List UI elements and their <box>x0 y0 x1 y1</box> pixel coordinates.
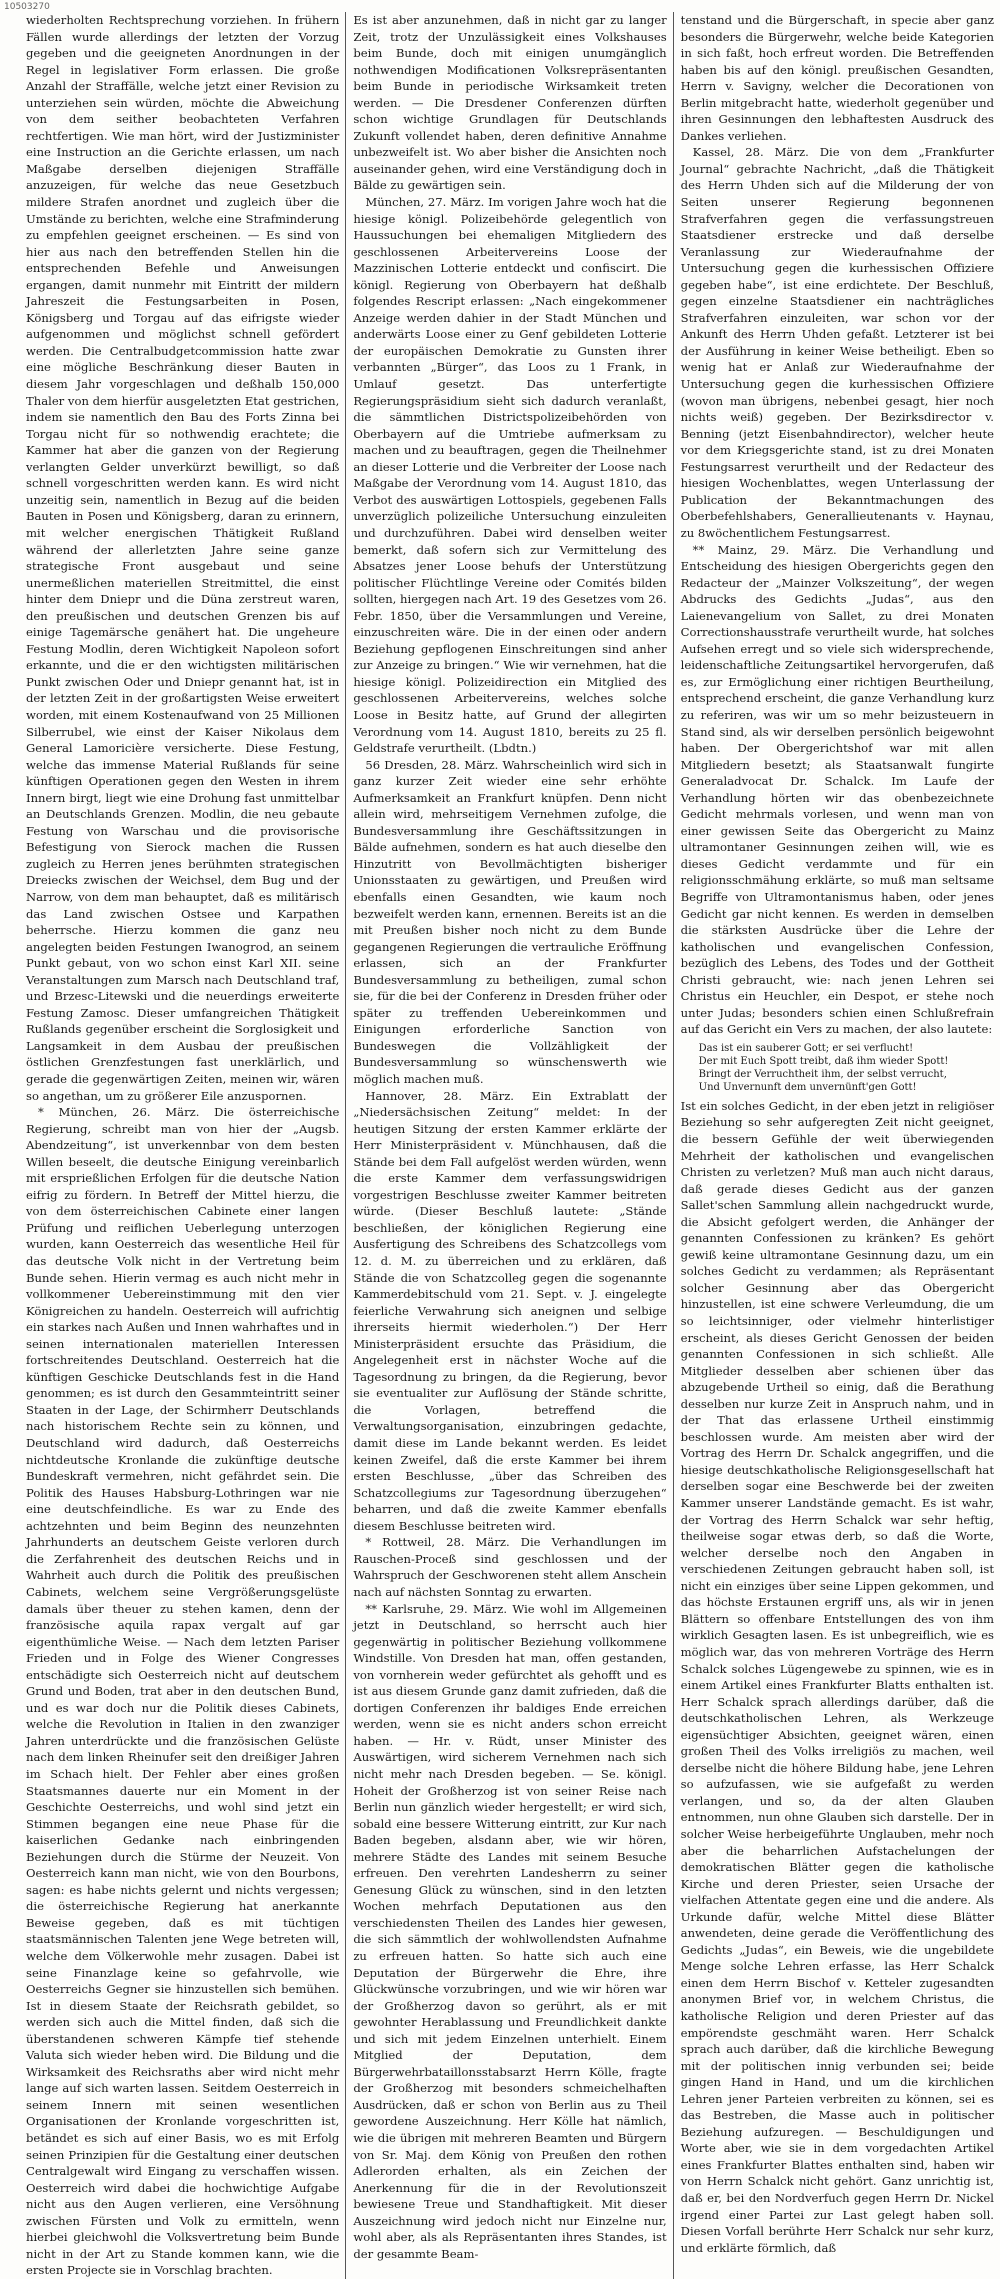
page-id: 10503270 <box>4 2 50 12</box>
poem-line: Der mit Euch Spott treibt, daß ihm wieder Spott! <box>698 1055 949 1067</box>
article-paragraph: wiederholten Rechtsprechung vorziehen. In frühern Fällen wurde allerdings der letzten der Vorzug gegeben und die geeigneten Anordnungen in der Regel in legislativer Form erlassen. Die große Anzahl der Straffälle, welche jetzt einer Revision zu unterziehen sein würden, möchte die Abweichung von dem seither beobachteten Verfahren rechtfertigen. Wie man hört, wird der Justizminister eine Instruction an die Gerichte erlassen, um nach Maßgabe derselben diejenigen Straffälle anzuzeigen, für welche das neue Gesetzbuch mildere Strafen anordnet und zugleich über die Umstände zu berichten, welche eine Strafminderung zu empfehlen geeignet erscheinen. — Es sind von hier aus nach den betreffenden Stellen hin die entsprechenden Befehle und Anweisungen ergangen, damit nunmehr mit Eintritt der mildern Jahreszeit die Festungsarbeiten in Posen, Königsberg und Torgau auf das eifrigste wieder aufgenommen und möglichst schnell gefördert werden. Die Centralbudgetcommission hatte zwar eine mögliche Beschränkung dieser Bauten in diesem Jahr vorgeschlagen und deßhalb 150,000 Thaler von dem hierfür ausgeletzten Etat gestrichen, indem sie namentlich den Bau des Forts Zinna bei Torgau nicht für so nothwendig erachtete; die Kammer hat aber die ganzen von der Regierung verlangten Gelder unverkürzt bewilligt, so daß schnell vorgeschritten werden kann. Es wird nicht unzeitig sein, namentlich in Bezug auf die beiden Bauten in Posen und Königsberg, daran zu erinnern, mit welcher energischen Thätigkeit Rußland während der allerletzten Jahre seine ganze strategische Front ausgebaut und seine unermeßlichen materiellen Streitmittel, die einst hinter dem Dniepr und die Düna zerstreut waren, den preußischen und deutschen Grenzen bis auf einige Tagemärsche genähert hat. Die ungeheure Festung Modlin, deren Wichtigkeit Napoleon sofort erkannte, und die er den wichtigsten militärischen Punkt zwischen Oder und Dniepr genannt hat, ist in der letzten Zeit in der großartigsten Weise erweitert worden, mit einem Kostenaufwand von 25 Millionen Silberrubel, wie einst der Kaiser Nikolaus dem General Lamoricière versicherte. Diese Festung, welche das immense Material Rußlands für seine künftigen Operationen gegen den Westen in ihrem Innern birgt, liegt wie eine Drohung fast unmittelbar an Deutschlands Grenzen. Modlin, die neu gebaute Festung von Warschau und die provisorische Befestigung von Sierock machen die Russen zugleich zu Herren jenes berühmten strategischen Dreiecks zwischen der Weichsel, dem Bug und der Narrow, von dem man behauptet, daß es militärisch das Land zwischen Ostsee und Karpathen beherrsche. Hierzu kommen die ganz neu angelegten beiden Festungen Iwanogrod, an seinem Punkt gebaut, von wo schon einst Karl XII. seine Veranstaltungen zum Marsch nach Deutschland traf, und Brzesc-Litewski und die neuerdings erweiterte Festung Zamosc. Dieser umfangreichen Thätigkeit Rußlands gegenüber erscheint die Sorglosigkeit und Langsamkeit in dem Ausbau der preußischen östlichen Grenzfestungen fast unerklärlich, und gerade die gegenwärtigen Zeiten, meinen wir, wären so angethan, um zu größerer Eile anzuspornen. <box>26 13 340 1103</box>
article-paragraph: tenstand und die Bürgerschaft, in specie aber ganz besonders die Bürgerwehr, welche beide Kategorien in sich faßt, hoch erfreut worden. Die Betreffenden haben bis auf den königl. preußischen Gesandten, Herrn v. Savigny, welcher die Decorationen von Berlin mitgebracht hatte, wiederholt gegenüber und ihren Gesinnungen den lebhaftesten Ausdruck des Dankes verliehen. <box>680 13 994 143</box>
article-karlsruhe: ** Karlsruhe, 29. März. Wie wohl im Allgemeinen jetzt in Deutschland, so herrscht auch hier gegenwärtig in politischer Beziehung vollkommene Windstille. Von Dresden hat man, offen gestanden, von vornherein weder gefürchtet als gehofft und es ist aus diesem Grunde ganz damit zufrieden, daß die dortigen Conferenzen ihr baldiges Ende erreichen werden, wenn sie es nicht anders schon erreicht haben. — Hr. v. Rüdt, unser Minister des Auswärtigen, wird sicherem Vernehmen nach sich nicht mehr nach Dresden begeben. — Se. königl. Hoheit der Großherzog ist von seiner Reise nach Berlin nun gänzlich wieder hergestellt; er wird sich, sobald eine bessere Witterung eintritt, zur Kur nach Baden begeben, alsdann aber, wie wir hören, mehrere Städte des Landes mit seinem Besuche erfreuen. Den verehrten Landesherrn zu seiner Genesung Glück zu wünschen, sind in den letzten Wochen mehrfach Deputationen aus den verschiedensten Theilen des Landes hier gewesen, die sich sämmtlich der wohlwollendsten Aufnahme zu erfreuen hatten. So hatte sich auch eine Deputation der Bürgerwehr die Ehre, ihre Glückwünsche vorzubringen, und wie wir hören war der Großherzog davon so gerührt, als er mit gewohnter Herablassung und Freundlichkeit dankte und sich mit jedem Einzelnen unterhielt. Einem Mitglied der Deputation, dem Bürgerwehrbataillonsstabsarzt Herrn Kölle, fragte der Großherzog mit besonders schmeichelhaften Ausdrücken, daß er schon von Berlin aus zu Theil gewordene Auszeichnung. Herr Kölle hat nämlich, wie die übrigen mit mehreren Beamten und Bürgern von Sr. Maj. dem König von Preußen den rothen Adlerorden erhalten, als ein Zeichen der Anerkennung für die in der Revolutionszeit bewiesene Treue und Standhaftigkeit. Mit dieser Auszeichnung wird jedoch nicht nur Einzelne nur, wohl aber, als als Repräsentanten ihres Standes, ist der gesammte Beam- <box>353 1601 667 2261</box>
article-dresden: 56 Dresden, 28. März. Wahrscheinlich wird sich in ganz kurzer Zeit wieder eine sehr erhöhte Aufmerksamkeit an Frankfurt knüpfen. Denn nicht allein wird, mehrseitigem Vernehmen zufolge, die Bundesversammlung ihre Geschäftssitzungen in Bälde aufnehmen, sondern es hat auch dieselbe den Hinzutritt von Bevollmächtigten bisheriger Unionsstaaten zu gewärtigen, und Preußen wird ebenfalls einen Gesandten, wie kaum noch bezweifelt werden kann, ernennen. Bereits ist an die mit Preußen bisher noch nicht zu dem Bunde gegangenen Regierungen die vertrauliche Eröffnung erlassen, sich an der Frankfurter Bundesversammlung zu betheiligen, zumal schon sie, für die bei der Conferenz in Dresden früher oder später zu treffenden Uebereinkommen und Einigungen erforderliche Sanction von Bundeswegen die Vollzähligkeit der Bundesversammlung so wünschenswerth wie möglich machen muß. <box>353 757 667 1086</box>
article-muenchen-27: München, 27. März. Im vorigen Jahre woch hat die hiesige königl. Polizeibehörde gelegentlich von Haussuchungen bei ehemaligen Mitgliedern des geschlossenen Arbeitervereins Loose der Mazzinischen Lotterie entdeckt und confiscirt. Die königl. Regierung von Oberbayern hat deßhalb folgendes Rescript erlassen: „Nach eingekommener Anzeige werden dahier in der Stadt München und anderwärts Loose einer zu Genf gebildeten Lotterie der europäischen Demokratie zu Gunsten ihrer verbannten „Bürger“, das Loos zu 1 Frank, in Umlauf gesetzt. Das unterfertigte Regierungspräsidium sieht sich dadurch veranlaßt, die sämmtlichen Districtspolizeibehörden von Oberbayern auf die Umtriebe aufmerksam zu machen und zu beauftragen, gegen die Theilnehmer an dieser Lotterie und die Verbreiter der Loose nach Maßgabe der Verordnung vom 14. August 1810, das Verbot des auswärtigen Lottospiels, gegebenen Falls unverzüglich polizeiliche Untersuchung einzuleiten und durchzuführen. Dabei wird denselben weiter bemerkt, daß sofern sich zur Vermittelung des Absatzes jener Loose behufs der Unterstützung politischer Flüchtlinge Vereine oder Comités bilden sollten, hiergegen nach Art. 19 des Gesetzes vom 26. Febr. 1850, über die Versammlungen und Vereine, einzuschreiten wäre. Die in der einen oder andern Beziehung gepflogenen Einschreitungen sind anher zur Anzeige zu bringen.“ Wie wir vernehmen, hat die hiesige königl. Polizeidirection ein Mitglied des geschlossenen Arbeitervereins, welches solche Loose in Besitz hatte, auf Grund der allegirten Verordnung vom 14. August 1810, bereits zu 25 fl. Geldstrafe verurtheilt. (Lbdtn.) <box>353 195 667 756</box>
poem-line: Das ist ein sauberer Gott; er sei verflucht! <box>698 1042 914 1054</box>
article-rottweil: * Rottweil, 28. März. Die Verhandlungen im Rauschen-Proceß sind geschlossen und der Wahrspruch der Geschworenen steht allem Anschein nach auf nächsten Sonntag zu erwarten. <box>353 1535 667 1599</box>
newspaper-columns <box>26 12 994 2278</box>
column-3 <box>681 12 994 2279</box>
article-kassel: Kassel, 28. März. Die von dem „Frankfurter Journal“ gebrachte Nachricht, „daß die Thätigkeit des Herrn Uhden sich auf die Milderung der von Seiten unserer Regierung begonnenen Strafverfahren gegen die verfassungstreuen Staatsdiener erstrecke und daß derselbe Veranlassung zur Wiederaufnahme der Untersuchung gegen die kurhessischen Offiziere gegeben habe“, ist eine erdichtete. Der Beschluß, gegen einzelne Staatsdiener ein nachträgliches Strafverfahren einzuleiten, war schon vor der Ankunft des Herrn Uhden gefaßt. Letzterer ist bei der Ausführung in keiner Weise betheiligt. Eben so wenig hat er Anlaß zur Wiederaufnahme der Untersuchung gegen die kurhessischen Offiziere (wovon man übrigens, nebenbei gesagt, hier noch nichts weiß) gegeben. Der Bezirksdirector v. Benning (jetzt Eisenbahndirector), welcher heute vor dem Kriegsgerichte stand, ist zu drei Monaten Festungsarrest verurtheilt und der Redacteur des hiesigen Wochenblattes, wegen Unterlassung der Publication der Bekanntmachungen des Oberbefehlshabers, Generallieutenants v. Haynau, zu 8wöchentlichem Festungsarrest. <box>680 145 994 540</box>
article-mainz: ** Mainz, 29. März. Die Verhandlung und Entscheidung des hiesigen Obergerichts gegen den Redacteur der „Mainzer Volkszeitung“, der wegen Abdrucks des Gedichts „Judas“, aus den Laienevangelium von Sallet, zu drei Monaten Correctionshausstrafe verurtheilt wurde, hat solches Aufsehen erregt und so viele sich widersprechende, leidenschaftliche Zeitungsartikel hervorgerufen, daß es, zur Ermöglichung einer richtigen Beurtheilung, entsprechend erscheint, die ganze Verhandlung kurz zu referiren, was wir um so mehr beizusteuern in Stand sind, als wir derselben persönlich beigewohnt haben. Der Obergerichtshof war mit allen Mitgliedern besetzt; als Staatsanwalt fungirte Generaladvocat Dr. Schalck. Im Laufe der Verhandlung hörten wir das obenbezeichnete Gedicht mehrmals vorlesen, und wenn man von einer gewissen Seite das Obergericht zu Mainz ultramontaner Gesinnungen zeihen will, wie es dieses Gedicht verdammte und für ein religionsschmähung erklärte, so muß man seltsame Begriffe von Ultramontanismus haben, oder jenes Gedicht gar nicht kennen. Es werden in demselben die stärksten Ausdrücke über die Lehre der katholischen und evangelischen Confession, bezüglich des Lebens, des Todes und der Gottheit Christi gebraucht, wie: nach jenen Lehren sei Christus ein Heuchler, ein Despot, er stehe noch unter Judas; besonders schien einen Schlußrefrain auf das Gericht ein Vers zu machen, der also lautete: <box>680 542 994 1037</box>
poem-line: Und Unvernunft dem unvernünft'gen Gott! <box>698 1081 917 1093</box>
article-hannover: Hannover, 28. März. Ein Extrablatt der „Niedersächsischen Zeitung“ meldet: In der heutigen Sitzung der ersten Kammer erklärte der Herr Ministerpräsident v. Münchhausen, daß die Stände bei dem Fall aufgelöst werden würden, wenn die erste Kammer dem verfassungswidrigen vorgestrigen Beschlusse zweiter Kammer beitreten würde. (Dieser Beschluß lautete: „Stände beschließen, der königlichen Regierung eine Ausfertigung des Schreibens des Schatzcollegs vom 12. d. M. zu überreichen und zu erklären, daß Stände die von Schatzcolleg gegen die sogenannte Kammerdebitschuld vom 21. Sept. v. J. eingelegte feierliche Verwahrung sich aneignen und selbige ihrerseits hiermit wiederholen.“) Der Herr Ministerpräsident ersuchte das Präsidium, die Angelegenheit erst in nächster Woche auf die Tagesordnung zu bringen, da die Regierung, bevor sie eventualiter zur Auflösung der Stände schritte, die Vorlagen, betreffend die Verwaltungsorganisation, einzubringen gedachte, damit diese im Lande bekannt werden. Es leidet keinen Zweifel, daß die erste Kammer bei ihrem ersten Beschlusse, „über das Schreiben des Schatzcollegiums zur Tagesordnung überzugehen“ beharren, und daß die zweite Kammer ebenfalls diesem Beschlusse beitreten wird. <box>353 1088 667 1533</box>
column-2 <box>353 12 666 2279</box>
article-paragraph: Ist ein solches Gedicht, in der eben jetzt in religiöser Beziehung so sehr aufgeregten Zeit nicht geeignet, die bessern Gefühle der weit überwiegenden Mehrheit der katholischen und evangelischen Christen zu verletzen? Muß man auch nicht daraus, daß gerade dieses Gedicht aus der ganzen Sallet'schen Sammlung allein nachgedruckt wurde, die Absicht gefolgert werden, die Anhänger der genannten Confessionen zu kränken? Es gehört gewiß keine ultramontane Gesinnung dazu, um ein solches Gedicht zu verdammen; als Repräsentant solcher Gesinnung aber das Obergericht hinzustellen, ist eine schwere Verleumdung, die um so leichtsinniger, oder vielmehr hinterlistiger erscheint, als dieses Gericht Genossen der beiden genannten Confessionen in sich schließt. Alle Mitglieder desselben aber schienen über das abzugebende Urtheil so einig, daß die Berathung desselben nur kurze Zeit in Anspruch nahm, und in der That das erlassene Urtheil einstimmig beschlossen wurde. Am meisten aber wird der Vortrag des Herrn Dr. Schalck angegriffen, und die hiesige deutschkatholische Religionsgesellschaft hat derselben sogar eine Beschwerde bei der zweiten Kammer unserer Landstände gemacht. Es ist wahr, der Vortrag des Herrn Schalck war sehr heftig, theilweise sogar etwas derb, so daß die Worte, welcher derselbe noch den Angaben in verschiedenen Zeitungen gebraucht haben soll, ist nicht ein einziges über seine Lippen gekommen, und das höchste Erstaunen ergriff uns, als wir in jenen Blättern so offenbare Entstellungen des von ihm wirklich Gesagten lasen. Es ist unbegreiflich, wie es möglich war, das von mehreren Vorträge des Herrn Schalck solches Lügengewebe zu spinnen, wie es in einem Artikel eines Frankfurter Blatts enthalten ist. Herr Schalck sprach allerdings darüber, daß die deutschkatholischen Lehren, als Werkzeuge eigensüchtiger Absichten, geeignet wären, einen großen Theil des Volks irreligiös zu machen, weil derselbe nicht die höhere Bildung habe, jene Lehren so aufzufassen, wie sie aufgefaßt zu werden verlangen, und so, da der alten Glauben entnommen, nun ohne Glauben sich darstelle. Der in solcher Weise herbeigeführte Unglauben, mehr noch aber die beharrlichen Aufstachelungen der demokratischen Blätter gegen die katholische Kirche und deren Priester, seien Ursache der vielfachen Attentate gegen eine und die andere. Als Urkunde dafür, welche Mittel diese Blätter anwendeten, deine gerade die Veröffentlichung des Gedichts „Judas“, ein Beweis, wie die ungebildete Menge solche Lehren erfasse, las Herr Schalck einen dem Herrn Bischof v. Ketteler zugesandten anonymen Brief vor, in welchem Christus, die katholische Religion und deren Priester auf das empörendste geschmäht waren. Herr Schalck sprach auch darüber, daß die kirchliche Bewegung mit der politischen innig verbunden sei; beide gingen Hand in Hand, und um die kirchlichen Lehren jener Parteien verbreiten zu können, sei es das Bestreben, die Masse auch in politischer Beziehung aufzuregen. — Beschuldigungen und Worte aber, wie sie in dem vorgedachten Artikel eines Frankfurter Blattes enthalten sind, haben wir von Herrn Schalck nicht gehört. Ganz unrichtig ist, daß er, bei den Nordverfuch gegen Herrn Dr. Nickel irgend einer Partei zur Last gelegt haben soll. Diesen Vorfall berührte Herr Schalck nur sehr kurz, und erklärte förmlich, daß <box>680 1098 994 2255</box>
article-muenchen-26: * München, 26. März. Die österreichische Regierung, schreibt man von hier der „Augsb. Abendzeitung“, ist unverkennbar von dem besten Willen beseelt, die deutsche Einigung vereinbarlich mit ersprießlichen Erfolgen für die deutsche Nation eifrig zu fördern. In Betreff der Mittel hierzu, die von dem österreichischen Cabinete einer langen Prüfung und reiflichen Ueberlegung unterzogen wurden, kann Oesterreich das wesentliche Heil für das deutsche Volk nicht in der Vertretung beim Bunde sehen. Hierin vermag es auch nicht mehr in vollkommener Uebereinstimmung mit den vier Königreichen zu handeln. Oesterreich will aufrichtig ein starkes nach Außen und Innen wahrhaftes und in seinen internationalen materiellen Interessen fortschreitendes Deutschland. Oesterreich hat die künftigen Geschicke Deutschlands fest in die Hand genommen; es ist durch den Gesammteintritt seiner Staaten in der Lage, der Schirmherr Deutschlands nach historischem Rechte sein zu können, und Deutschland wird dadurch, daß Oesterreichs nichtdeutsche Kronlande die zukünftige deutsche Bundeskraft vermehren, nicht gefährdet sein. Die Politik des Hauses Habsburg-Lothringen war nie eine deutschfeindliche. Es war zu Ende des achtzehnten und beim Beginn des neunzehnten Jahrhunderts an deutschem Geiste verloren durch die Zerfahrenheit des deutschen Reichs und in Wahrheit auch durch die Politik des preußischen Cabinets, welchem seine Vergrößerungsgelüste damals über theuer zu stehen kamen, denn der französische aquila rapax vergalt auf gar eigenthümliche Weise. — Nach dem letzten Pariser Frieden und in Folge des Wiener Congresses entschädigte sich Oesterreich nicht auf deutschem Grund und Boden, trat aber in den deutschen Bund, und es war doch nur die Politik dieses Cabinets, welche die Revolution in Italien in den zwanziger Jahren unterdrückte und die französischen Gelüste nach dem linken Rheinufer seit den dreißiger Jahren im Schach hielt. Der Fehler aber eines großen Staatsmannes dauerte nur ein Moment in der Geschichte Oesterreichs, und wohl sind jetzt ein Stimmen begangen eine neue Phase für die kaiserlichen Gedanke nach einbringenden Beziehungen durch die Stürme der Neuzeit. Von Oesterreich kann man nicht, wie von den Bourbons, sagen: es habe nichts gelernt und nichts vergessen; die österreichische Regierung hat anerkannte Beweise gegeben, daß es mit tüchtigen staatsmännischen Talenten jene Wege betreten will, welche dem Völkerwohle mehr zusagen. Dabei ist seine Finanzlage keine so gefahrvolle, wie Oesterreichs Gegner sie hinzustellen sich bemühen. Ist in diesem Staate der Reichsrath gebildet, so werden sich auch die Mittel finden, daß sich die überstandenen schweren Kämpfe tief stehende Valuta sich wieder heben wird. Die Bildung und die Wirksamkeit des Reichsraths aber wird nicht mehr lange auf sich warten lassen. Seitdem Oesterreich in seinem Innern mit seinen wesentlichen Organisationen der Kronlande vorgeschritten ist, betändet es sich auf einer Basis, wo es mit Erfolg seinen Prinzipien für die Gestaltung einer deutschen Centralgewalt wird Eingang zu verschaffen wissen. Oesterreich wird dabei die hochwichtige Aufgabe nicht aus den Augen verlieren, eine Versöhnung zwischen Fürsten und Volk zu ermitteln, wenn hierbei gleichwohl die Volksvertretung beim Bunde nicht in der Art zu Stande kommen kann, wie die ersten Projecte sie in Vorschlag brachten. <box>26 1105 340 2278</box>
column-1 <box>26 12 339 2279</box>
article-paragraph: Es ist aber anzunehmen, daß in nicht gar zu langer Zeit, trotz der Unzulässigkeit eines Volkshauses beim Bunde, doch mit einigen unumgänglich nothwendigen Modificationen Volksrepräsentanten beim Bunde in periodische Wirksamkeit treten werden. — Die Dresdener Conferenzen dürften schon wichtige Grundlagen für Deutschlands Zukunft vollendet haben, deren definitive Annahme unbezweifelt ist. Wo aber bisher die Ansichten noch auseinander gehen, wird eine Verständigung doch in Bälde zu gewärtigen sein. <box>353 13 667 193</box>
poem-line: Bringt der Verruchtheit ihm, der selbst verrucht, <box>698 1068 947 1080</box>
poem-quote <box>699 1042 994 1094</box>
